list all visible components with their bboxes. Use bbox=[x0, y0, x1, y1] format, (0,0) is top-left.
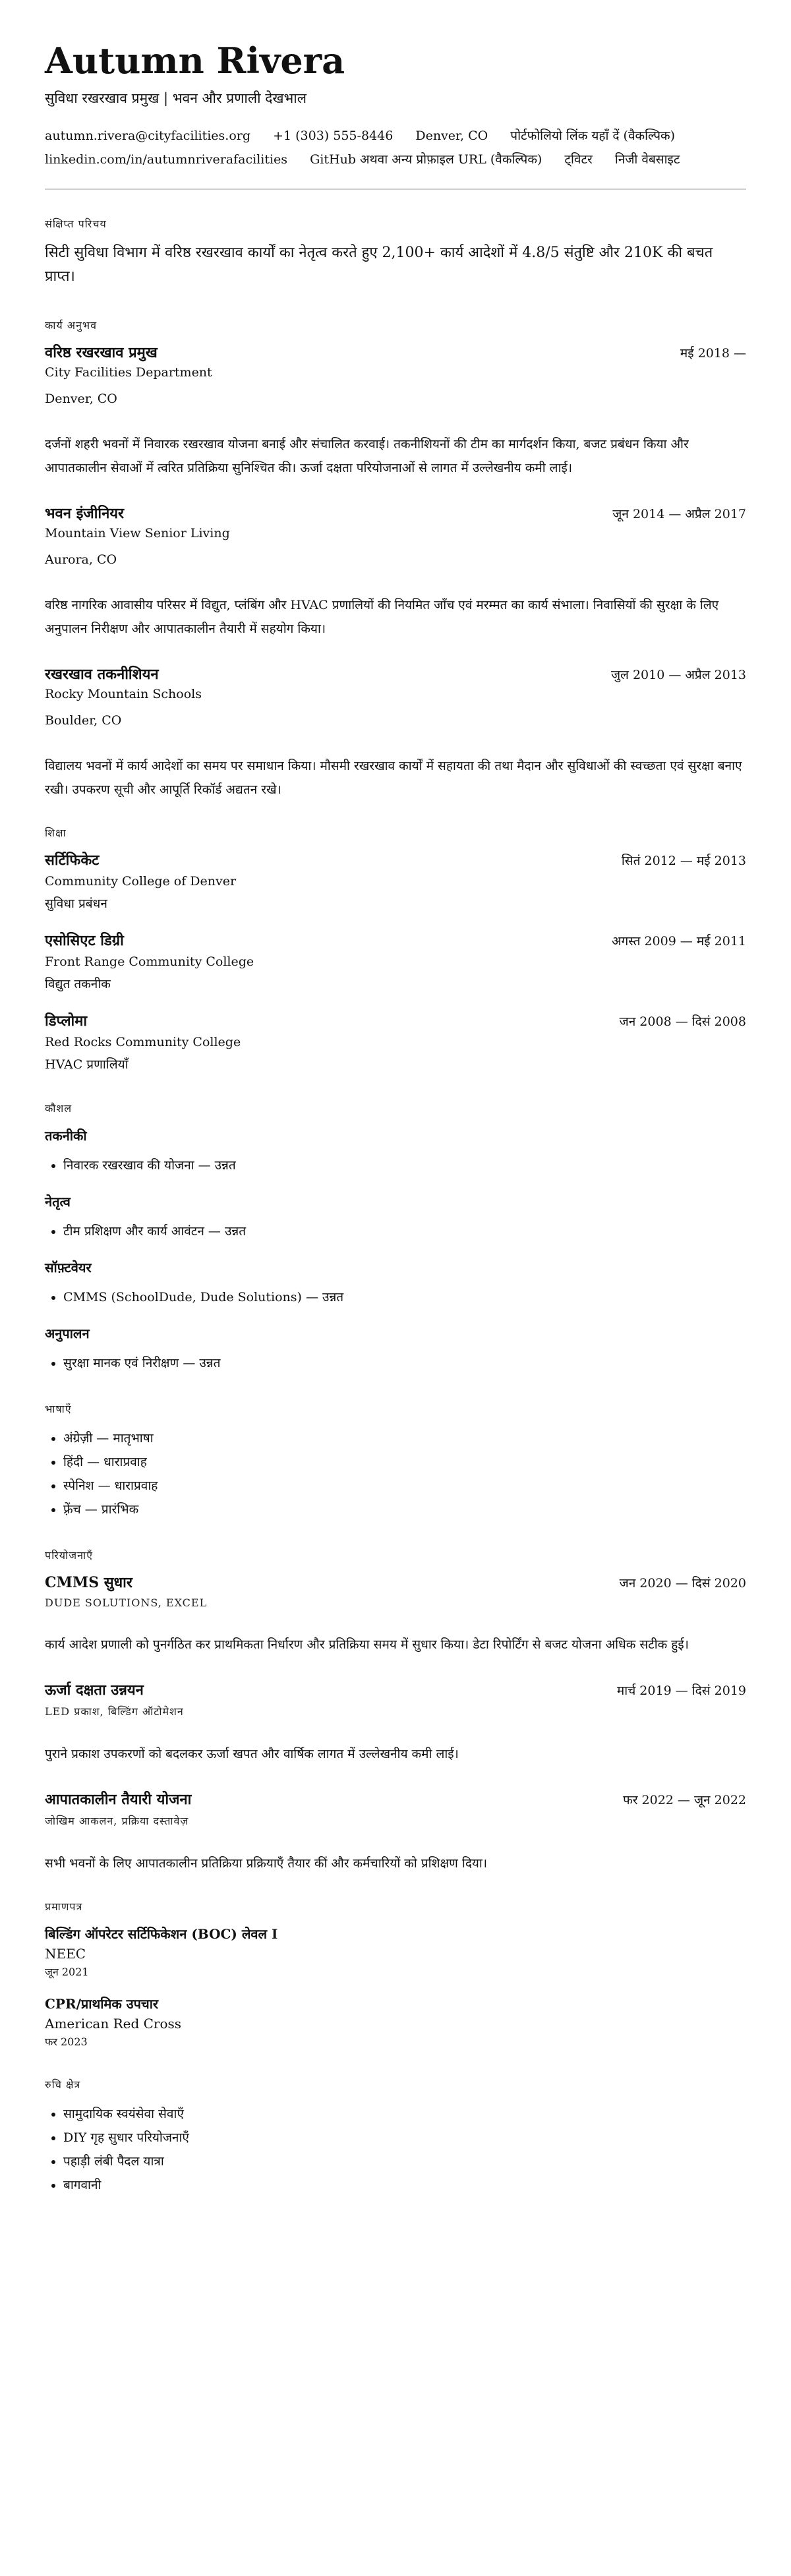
skill-category: सॉफ़्टवेयर bbox=[45, 1260, 92, 1275]
job-date: जून 2014 — अप्रैल 2017 bbox=[612, 507, 746, 521]
project-entry bbox=[45, 1573, 746, 1656]
school-name: Community College of Denver bbox=[45, 874, 237, 889]
job-date: मई 2018 — bbox=[680, 346, 746, 361]
summary-text: सिटी सुविधा विभाग में वरिष्ठ रखरखाव कार्यों का नेतृत्व करते हुए 2,100+ कार्य आदेशों में 4.8/5 संतुष्टि और 210K की बचत प्राप्त। bbox=[45, 245, 713, 285]
language-item: • फ़्रेंच — प्रारंभिक bbox=[63, 1498, 746, 1521]
cert-issuer: American Red Cross bbox=[45, 2016, 182, 2032]
education-entry bbox=[45, 850, 746, 914]
education-date: अगस्त 2009 — मई 2011 bbox=[612, 934, 746, 949]
education-date: सितं 2012 — मई 2013 bbox=[621, 854, 746, 868]
project-tech: जोखिम आकलन, प्रक्रिया दस्तावेज़ bbox=[45, 1815, 189, 1827]
experience-section bbox=[45, 318, 746, 802]
skill-item: • निवारक रखरखाव की योजना — उन्नत bbox=[63, 1154, 746, 1177]
projects-title: परियोजनाएँ bbox=[45, 1549, 93, 1562]
candidate-name: Autumn Rivera bbox=[45, 40, 345, 82]
interest-item: • बागवानी bbox=[63, 2173, 746, 2197]
skill-category: अनुपालन bbox=[45, 1326, 90, 1341]
interests-title: रुचि क्षेत्र bbox=[45, 2078, 81, 2091]
projects-section bbox=[45, 1548, 746, 1875]
project-entry bbox=[45, 1790, 746, 1875]
interest-item: • पहाड़ी लंबी पैदल यात्रा bbox=[63, 2150, 746, 2173]
education-title: शिक्षा bbox=[45, 827, 67, 839]
project-tech: DUDE SOLUTIONS, EXCEL bbox=[45, 1596, 208, 1609]
phone-number[interactable]: +1 (303) 555-8446 bbox=[273, 129, 394, 143]
job-location: Aurora, CO bbox=[45, 552, 117, 567]
project-description: कार्य आदेश प्रणाली को पुनर्गठित कर प्राथमिकता निर्धारण और प्रतिक्रिया समय में सुधार किया। डेटा रिपोर्टिंग से बजट योजना अधिक सटीक हुई। bbox=[45, 1637, 689, 1652]
summary-title: संक्षिप्त परिचय bbox=[45, 218, 107, 230]
interest-item: • सामुदायिक स्वयंसेवा सेवाएँ bbox=[63, 2102, 746, 2126]
skill-category: नेतृत्व bbox=[45, 1194, 71, 1210]
education-entry bbox=[45, 931, 746, 994]
skill-category: तकनीकी bbox=[45, 1128, 87, 1144]
job-description: विद्यालय भवनों में कार्य आदेशों का समय पर समाधान किया। मौसमी रखरखाव कार्यों में सहायता की तथा मैदान और सुविधाओं की स्वच्छता एवं सुरक्षा बनाए रखी। उपकरण सूची और आपूर्ति रिकॉर्ड अद्यतन रखे। bbox=[45, 759, 742, 797]
experience-title: कार्य अनुभव bbox=[45, 319, 98, 332]
location: Denver, CO bbox=[415, 129, 488, 143]
language-item: • अंग्रेज़ी — मातृभाषा bbox=[63, 1426, 746, 1450]
experience-entry bbox=[45, 504, 746, 641]
project-entry bbox=[45, 1680, 746, 1766]
linkedin-link[interactable]: linkedin.com/in/autumnriverafacilities bbox=[45, 152, 288, 167]
contact-list bbox=[45, 124, 746, 171]
skill-group bbox=[45, 1258, 746, 1309]
job-title: भवन इंजीनियर bbox=[45, 505, 125, 522]
project-date: मार्च 2019 — दिसं 2019 bbox=[616, 1683, 746, 1698]
project-date: फर 2022 — जून 2022 bbox=[623, 1793, 746, 1807]
job-title: वरिष्ठ रखरखाव प्रमुख bbox=[45, 344, 158, 361]
skill-group bbox=[45, 1324, 746, 1375]
degree-title: एसोसिएट डिग्री bbox=[45, 932, 124, 949]
language-item: • हिंदी — धाराप्रवाह bbox=[63, 1450, 746, 1474]
job-date: जुल 2010 — अप्रैल 2013 bbox=[610, 668, 746, 682]
project-tech: LED प्रकाश, बिल्डिंग ऑटोमेशन bbox=[45, 1705, 184, 1718]
skill-group bbox=[45, 1126, 746, 1177]
cert-date: फर 2023 bbox=[45, 2035, 88, 2048]
skills-title: कौशल bbox=[45, 1102, 73, 1115]
experience-entry bbox=[45, 343, 746, 480]
skill-group bbox=[45, 1192, 746, 1243]
job-description: वरिष्ठ नागरिक आवासीय परिसर में विद्युत, प्लंबिंग और HVAC प्रणालियों की नियमित जाँच एवं मरम्मत का कार्य संभाला। निवासियों की सुरक्षा के लिए अनुपालन निरीक्षण और आपातकालीन तैयारी में सहयोग किया। bbox=[45, 598, 719, 636]
portfolio-link[interactable]: पोर्टफोलियो लिंक यहाँ दें (वैकल्पिक) bbox=[510, 129, 675, 143]
cert-name: बिल्डिंग ऑपरेटर सर्टिफिकेशन (BOC) लेवल I bbox=[45, 1926, 278, 1942]
language-item: • स्पेनिश — धाराप्रवाह bbox=[63, 1474, 746, 1498]
study-field: HVAC प्रणालियाँ bbox=[45, 1057, 129, 1072]
languages-section bbox=[45, 1401, 746, 1521]
study-field: विद्युत तकनीक bbox=[45, 977, 111, 991]
certification-entry bbox=[45, 1924, 746, 1981]
email-link[interactable]: autumn.rivera@cityfacilities.org bbox=[45, 129, 251, 143]
degree-title: डिप्लोमा bbox=[45, 1012, 88, 1030]
skills-section bbox=[45, 1101, 746, 1375]
cert-name: CPR/प्राथमिक उपचार bbox=[45, 1996, 159, 2012]
education-section bbox=[45, 825, 746, 1074]
certifications-title: प्रमाणपत्र bbox=[45, 1900, 83, 1913]
certifications-section bbox=[45, 1899, 746, 2051]
project-title: ऊर्जा दक्षता उन्नयन bbox=[45, 1682, 144, 1699]
website-link[interactable]: निजी वेबसाइट bbox=[614, 152, 680, 167]
school-name: Front Range Community College bbox=[45, 954, 254, 969]
job-company: City Facilities Department bbox=[45, 365, 212, 380]
project-date: जन 2020 — दिसं 2020 bbox=[619, 1576, 746, 1591]
cert-issuer: NEEC bbox=[45, 1946, 86, 1962]
cert-date: जून 2021 bbox=[45, 1966, 89, 1978]
degree-title: सर्टिफिकेट bbox=[45, 852, 100, 869]
header-divider bbox=[45, 189, 746, 190]
education-date: जन 2008 — दिसं 2008 bbox=[619, 1014, 746, 1029]
experience-entry bbox=[45, 664, 746, 802]
education-entry bbox=[45, 1011, 746, 1074]
languages-title: भाषाएँ bbox=[45, 1403, 72, 1415]
job-title: रखरखाव तकनीशियन bbox=[45, 666, 159, 683]
job-description: दर्जनों शहरी भवनों में निवारक रखरखाव योजना बनाई और संचालित करवाई। तकनीशियनों की टीम का मार्गदर्शन किया, बजट प्रबंधन किया और आपातकालीन सेवाओं में त्वरित प्रतिक्रिया सुनिश्चित की। ऊर्जा दक्षता परियोजनाओं से लागत में उल्लेखनीय कमी लाई। bbox=[45, 437, 689, 475]
github-link[interactable]: GitHub अथवा अन्य प्रोफ़ाइल URL (वैकल्पिक) bbox=[310, 152, 542, 167]
summary-section bbox=[45, 216, 746, 289]
project-title: CMMS सुधार bbox=[45, 1574, 132, 1591]
interests-section bbox=[45, 2077, 746, 2197]
project-description: सभी भवनों के लिए आपातकालीन प्रतिक्रिया प्रक्रियाएँ तैयार कीं और कर्मचारियों को प्रशिक्षण दिया। bbox=[45, 1856, 488, 1871]
project-title: आपातकालीन तैयारी योजना bbox=[45, 1791, 192, 1808]
study-field: सुविधा प्रबंधन bbox=[45, 896, 107, 911]
twitter-link[interactable]: ट्विटर bbox=[564, 152, 593, 167]
headline: सुविधा रखरखाव प्रमुख | भवन और प्रणाली देखभाल bbox=[45, 90, 307, 106]
skill-item: • सुरक्षा मानक एवं निरीक्षण — उन्नत bbox=[63, 1351, 746, 1375]
skill-item: • CMMS (SchoolDude, Dude Solutions) — उन्नत bbox=[63, 1285, 746, 1309]
interest-item: • DIY गृह सुधार परियोजनाएँ bbox=[63, 2126, 746, 2150]
skill-item: • टीम प्रशिक्षण और कार्य आवंटन — उन्नत bbox=[63, 1219, 746, 1243]
job-company: Mountain View Senior Living bbox=[45, 526, 230, 541]
school-name: Red Rocks Community College bbox=[45, 1035, 241, 1049]
certification-entry bbox=[45, 1994, 746, 2051]
project-description: पुराने प्रकाश उपकरणों को बदलकर ऊर्जा खपत और वार्षिक लागत में उल्लेखनीय कमी लाई। bbox=[45, 1747, 459, 1761]
job-location: Boulder, CO bbox=[45, 713, 122, 728]
job-location: Denver, CO bbox=[45, 392, 117, 406]
job-company: Rocky Mountain Schools bbox=[45, 687, 202, 701]
